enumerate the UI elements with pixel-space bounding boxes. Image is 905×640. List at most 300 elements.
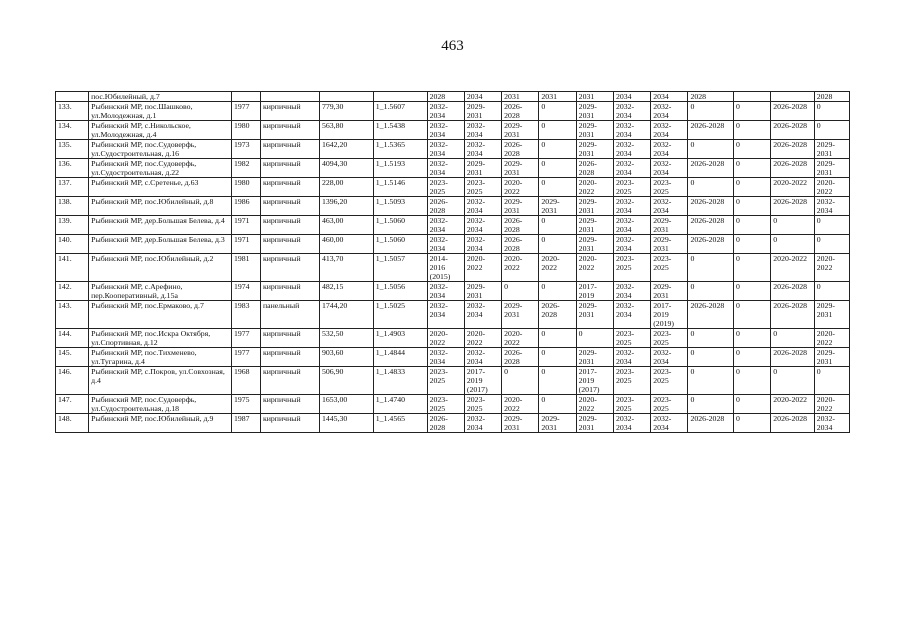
row-number-cell: 141. (56, 254, 89, 282)
row-number-cell: 134. (56, 121, 89, 140)
term-cell: 2029-2031 (576, 102, 613, 121)
term-cell: 2029-2031 (464, 282, 501, 301)
term-cell: 2020-2022 (464, 329, 501, 348)
term-cell: 2020-2022 (814, 395, 849, 414)
term-cell: 0 (539, 216, 576, 235)
continued-cell: 2034 (464, 92, 501, 102)
address-cell: Рыбинский МР, пос.Шашково, ул.Молодежная, д.1 (89, 102, 232, 121)
term-cell: 2020-2022 (576, 178, 613, 197)
address-cell: Рыбинский МР, пос.Юбилейный, д.2 (89, 254, 232, 282)
term-cell: 0 (734, 178, 771, 197)
code-cell: 1_1.4903 (373, 329, 427, 348)
term-cell: 2032-2034 (464, 414, 501, 433)
year-cell: 1977 (231, 329, 260, 348)
table-row (56, 159, 850, 178)
address-cell: Рыбинский МР, пос.Судоверфь, ул.Судостроительная, д.18 (89, 395, 232, 414)
term-cell: 2017-2019 (576, 282, 613, 301)
continued-cell: 2031 (539, 92, 576, 102)
area-cell: 1653,00 (319, 395, 373, 414)
term-cell: 0 (771, 329, 814, 348)
area-cell: 460,00 (319, 235, 373, 254)
continued-cell: 2028 (427, 92, 464, 102)
row-number-cell: 143. (56, 301, 89, 329)
code-cell: 1_1.5146 (373, 178, 427, 197)
term-cell: 2029-2031 (576, 414, 613, 433)
address-cell: Рыбинский МР, пос.Судоверфь, ул.Судостроительная, д.16 (89, 140, 232, 159)
term-cell: 2032-2034 (427, 140, 464, 159)
term-cell: 2023-2025 (613, 395, 650, 414)
term-cell: 2032-2034 (613, 414, 650, 433)
table-row (56, 367, 850, 395)
term-cell: 0 (814, 216, 849, 235)
term-cell: 2029-2031 (539, 414, 576, 433)
code-cell: 1_1.4833 (373, 367, 427, 395)
term-cell: 2017-2019 (2017) (464, 367, 501, 395)
term-cell: 2023-2025 (613, 329, 650, 348)
term-cell: 2029-2031 (814, 348, 849, 367)
continued-cell: 2028 (688, 92, 734, 102)
code-cell: 1_1.5057 (373, 254, 427, 282)
term-cell: 2032-2034 (464, 140, 501, 159)
term-cell: 2020-2022 (539, 254, 576, 282)
term-cell: 2023-2025 (651, 254, 688, 282)
term-cell: 2029-2031 (502, 301, 539, 329)
year-cell: 1975 (231, 395, 260, 414)
term-cell: 0 (734, 395, 771, 414)
address-cell: Рыбинский МР, с.Арефино, пер.Кооперативный, д.15а (89, 282, 232, 301)
row-number-cell: 135. (56, 140, 89, 159)
term-cell: 2032-2034 (814, 414, 849, 433)
page-number: 463 (441, 38, 464, 54)
term-cell: 2026-2028 (576, 159, 613, 178)
table-row (56, 301, 850, 329)
term-cell: 2032-2034 (464, 197, 501, 216)
year-cell: 1982 (231, 159, 260, 178)
term-cell: 0 (771, 367, 814, 395)
area-cell: 532,50 (319, 329, 373, 348)
term-cell: 0 (734, 254, 771, 282)
term-cell: 0 (688, 102, 734, 121)
year-cell: 1971 (231, 216, 260, 235)
term-cell: 0 (734, 235, 771, 254)
term-cell: 2026-2028 (688, 301, 734, 329)
continued-cell (771, 92, 814, 102)
table-row (56, 197, 850, 216)
term-cell: 2032-2034 (613, 282, 650, 301)
continued-cell (373, 92, 427, 102)
term-cell: 2029-2031 (502, 414, 539, 433)
term-cell: 2023-2025 (613, 367, 650, 395)
term-cell: 2032-2034 (613, 348, 650, 367)
term-cell: 2032-2034 (651, 197, 688, 216)
term-cell: 0 (539, 367, 576, 395)
material-cell: кирпичный (260, 235, 319, 254)
term-cell: 2020-2022 (771, 178, 814, 197)
row-number-cell: 148. (56, 414, 89, 433)
code-cell: 1_1.5025 (373, 301, 427, 329)
term-cell: 2029-2031 (576, 216, 613, 235)
address-cell: Рыбинский МР, дер.Большая Белева, д.3 (89, 235, 232, 254)
term-cell: 0 (734, 102, 771, 121)
term-cell: 2026-2028 (502, 235, 539, 254)
term-cell: 2026-2028 (688, 121, 734, 140)
term-cell: 2032-2034 (651, 102, 688, 121)
term-cell: 0 (734, 414, 771, 433)
continued-cell (734, 92, 771, 102)
material-cell: кирпичный (260, 282, 319, 301)
row-number-cell: 147. (56, 395, 89, 414)
term-cell: 2026-2028 (427, 414, 464, 433)
term-cell: 2026-2028 (502, 216, 539, 235)
term-cell: 0 (734, 329, 771, 348)
term-cell: 0 (688, 254, 734, 282)
term-cell: 2032-2034 (613, 159, 650, 178)
term-cell: 2032-2034 (464, 301, 501, 329)
year-cell: 1987 (231, 414, 260, 433)
term-cell: 2023-2025 (464, 178, 501, 197)
term-cell: 2032-2034 (613, 140, 650, 159)
material-cell: кирпичный (260, 329, 319, 348)
term-cell: 2032-2034 (651, 121, 688, 140)
term-cell: 2029-2031 (576, 235, 613, 254)
address-cell: Рыбинский МР, пос.Тихменево, ул.Тугарина, д.4 (89, 348, 232, 367)
term-cell: 2026-2028 (771, 159, 814, 178)
term-cell: 2023-2025 (651, 329, 688, 348)
address-cell: Рыбинский МР, пос.Юбилейный, д.9 (89, 414, 232, 433)
term-cell: 2026-2028 (688, 159, 734, 178)
term-cell: 2026-2028 (502, 102, 539, 121)
continued-cell: 2031 (576, 92, 613, 102)
term-cell: 2023-2025 (651, 178, 688, 197)
term-cell: 2032-2034 (651, 159, 688, 178)
term-cell: 0 (539, 329, 576, 348)
table-row (56, 216, 850, 235)
material-cell: кирпичный (260, 178, 319, 197)
term-cell: 2032-2034 (427, 216, 464, 235)
table-row (56, 121, 850, 140)
material-cell: кирпичный (260, 254, 319, 282)
term-cell: 0 (539, 395, 576, 414)
term-cell: 0 (539, 102, 576, 121)
code-cell: 1_1.5060 (373, 235, 427, 254)
term-cell: 2023-2025 (613, 178, 650, 197)
code-cell: 1_1.4565 (373, 414, 427, 433)
area-cell: 463,00 (319, 216, 373, 235)
address-cell: Рыбинский МР, пос.Искра Октября, ул.Спортивная, д.12 (89, 329, 232, 348)
term-cell: 2029-2031 (576, 301, 613, 329)
term-cell: 2026-2028 (688, 414, 734, 433)
term-cell: 2029-2031 (502, 121, 539, 140)
code-cell: 1_1.4740 (373, 395, 427, 414)
table-row (56, 178, 850, 197)
term-cell: 0 (734, 348, 771, 367)
table-row (56, 235, 850, 254)
material-cell: кирпичный (260, 395, 319, 414)
material-cell: кирпичный (260, 216, 319, 235)
term-cell: 0 (814, 102, 849, 121)
term-cell: 2032-2034 (427, 348, 464, 367)
term-cell: 2032-2034 (427, 121, 464, 140)
term-cell: 2032-2034 (651, 348, 688, 367)
term-cell: 0 (734, 121, 771, 140)
address-cell: Рыбинский МР, с.Сретенье, д.63 (89, 178, 232, 197)
continued-cell: 2034 (651, 92, 688, 102)
term-cell: 2020-2022 (576, 395, 613, 414)
year-cell: 1980 (231, 178, 260, 197)
term-cell: 2020-2022 (502, 329, 539, 348)
term-cell: 2026-2028 (502, 140, 539, 159)
term-cell: 2029-2031 (539, 197, 576, 216)
term-cell: 2032-2034 (427, 282, 464, 301)
code-cell: 1_1.5438 (373, 121, 427, 140)
row-number-cell (56, 92, 89, 102)
term-cell: 0 (502, 367, 539, 395)
row-number-cell: 139. (56, 216, 89, 235)
address-cell: пос.Юбилейный, д.7 (89, 92, 232, 102)
term-cell: 2020-2022 (814, 329, 849, 348)
term-cell: 2032-2034 (464, 235, 501, 254)
term-cell: 2032-2034 (427, 159, 464, 178)
material-cell: кирпичный (260, 102, 319, 121)
term-cell: 2029-2031 (464, 159, 501, 178)
term-cell: 0 (734, 197, 771, 216)
material-cell: панельный (260, 301, 319, 329)
area-cell: 482,15 (319, 282, 373, 301)
term-cell: 2029-2031 (576, 197, 613, 216)
row-number-cell: 145. (56, 348, 89, 367)
term-cell: 2029-2031 (651, 216, 688, 235)
term-cell: 2020-2022 (814, 178, 849, 197)
table-row (56, 395, 850, 414)
code-cell: 1_1.5365 (373, 140, 427, 159)
term-cell: 2020-2022 (814, 254, 849, 282)
term-cell: 0 (814, 121, 849, 140)
term-cell: 2032-2034 (613, 216, 650, 235)
continued-cell (231, 92, 260, 102)
term-cell: 0 (814, 367, 849, 395)
continued-cell (260, 92, 319, 102)
term-cell: 2026-2028 (771, 282, 814, 301)
continued-row (56, 92, 850, 102)
term-cell: 2032-2034 (464, 121, 501, 140)
address-cell: Рыбинский МР, пос.Судоверфь, ул.Судостроительная, д.22 (89, 159, 232, 178)
term-cell: 2029-2031 (576, 140, 613, 159)
term-cell: 2014-2016 (2015) (427, 254, 464, 282)
term-cell: 2029-2031 (814, 140, 849, 159)
term-cell: 2020-2022 (771, 395, 814, 414)
table-row (56, 102, 850, 121)
material-cell: кирпичный (260, 414, 319, 433)
term-cell: 2017-2019 (2017) (576, 367, 613, 395)
term-cell: 0 (539, 348, 576, 367)
area-cell: 228,00 (319, 178, 373, 197)
material-cell: кирпичный (260, 367, 319, 395)
term-cell: 0 (539, 159, 576, 178)
term-cell: 2026-2028 (771, 414, 814, 433)
code-cell: 1_1.5607 (373, 102, 427, 121)
year-cell: 1977 (231, 102, 260, 121)
term-cell: 0 (688, 395, 734, 414)
area-cell: 4094,30 (319, 159, 373, 178)
term-cell: 0 (688, 140, 734, 159)
year-cell: 1974 (231, 282, 260, 301)
term-cell: 0 (688, 282, 734, 301)
row-number-cell: 140. (56, 235, 89, 254)
area-cell: 779,30 (319, 102, 373, 121)
term-cell: 2026-2028 (771, 197, 814, 216)
term-cell: 0 (539, 178, 576, 197)
term-cell: 2020-2022 (427, 329, 464, 348)
term-cell: 2023-2025 (651, 367, 688, 395)
material-cell: кирпичный (260, 197, 319, 216)
term-cell: 0 (539, 235, 576, 254)
continued-cell (319, 92, 373, 102)
term-cell: 2020-2022 (502, 178, 539, 197)
housing-registry-table (55, 91, 850, 433)
registry-body (56, 92, 850, 433)
term-cell: 2026-2028 (688, 197, 734, 216)
term-cell: 2029-2031 (814, 301, 849, 329)
term-cell: 0 (576, 329, 613, 348)
material-cell: кирпичный (260, 348, 319, 367)
term-cell: 2032-2034 (613, 197, 650, 216)
row-number-cell: 138. (56, 197, 89, 216)
term-cell: 0 (539, 140, 576, 159)
term-cell: 0 (734, 282, 771, 301)
row-number-cell: 133. (56, 102, 89, 121)
term-cell: 2032-2034 (427, 235, 464, 254)
address-cell: Рыбинский МР, с.Никольское, ул.Молодежная, д.4 (89, 121, 232, 140)
term-cell: 0 (688, 367, 734, 395)
term-cell: 2026-2028 (427, 197, 464, 216)
term-cell: 0 (688, 178, 734, 197)
term-cell: 2032-2034 (651, 414, 688, 433)
term-cell: 2020-2022 (464, 254, 501, 282)
term-cell: 2017-2019 (2019) (651, 301, 688, 329)
term-cell: 0 (771, 216, 814, 235)
code-cell: 1_1.5093 (373, 197, 427, 216)
term-cell: 2029-2031 (502, 197, 539, 216)
continued-cell: 2031 (502, 92, 539, 102)
material-cell: кирпичный (260, 159, 319, 178)
term-cell: 0 (814, 282, 849, 301)
term-cell: 2020-2022 (576, 254, 613, 282)
term-cell: 2032-2034 (613, 102, 650, 121)
term-cell: 2026-2028 (771, 121, 814, 140)
term-cell: 2023-2025 (651, 395, 688, 414)
row-number-cell: 136. (56, 159, 89, 178)
continued-cell: 2034 (613, 92, 650, 102)
term-cell: 2029-2031 (576, 121, 613, 140)
term-cell: 2023-2025 (427, 367, 464, 395)
row-number-cell: 146. (56, 367, 89, 395)
term-cell: 2032-2034 (613, 301, 650, 329)
table-row (56, 254, 850, 282)
area-cell: 506,90 (319, 367, 373, 395)
year-cell: 1981 (231, 254, 260, 282)
term-cell: 2032-2034 (613, 121, 650, 140)
table-row (56, 329, 850, 348)
continued-cell: 2028 (814, 92, 849, 102)
term-cell: 2029-2031 (651, 235, 688, 254)
table-row (56, 414, 850, 433)
term-cell: 2032-2034 (651, 140, 688, 159)
address-cell: Рыбинский МР, дер.Большая Белева, д.4 (89, 216, 232, 235)
term-cell: 2026-2028 (688, 235, 734, 254)
address-cell: Рыбинский МР, пос.Ермаково, д.7 (89, 301, 232, 329)
term-cell: 2029-2031 (464, 102, 501, 121)
table-row (56, 348, 850, 367)
term-cell: 0 (734, 140, 771, 159)
term-cell: 2032-2034 (464, 348, 501, 367)
term-cell: 2029-2031 (502, 159, 539, 178)
term-cell: 2026-2028 (502, 348, 539, 367)
term-cell: 2026-2028 (771, 348, 814, 367)
year-cell: 1973 (231, 140, 260, 159)
year-cell: 1971 (231, 235, 260, 254)
term-cell: 2026-2028 (771, 102, 814, 121)
term-cell: 2023-2025 (427, 395, 464, 414)
code-cell: 1_1.5056 (373, 282, 427, 301)
term-cell: 0 (502, 282, 539, 301)
code-cell: 1_1.4844 (373, 348, 427, 367)
table-row (56, 140, 850, 159)
area-cell: 1642,20 (319, 140, 373, 159)
term-cell: 2023-2025 (464, 395, 501, 414)
term-cell: 0 (688, 329, 734, 348)
year-cell: 1977 (231, 348, 260, 367)
term-cell: 2029-2031 (814, 159, 849, 178)
term-cell: 0 (771, 235, 814, 254)
term-cell: 0 (539, 121, 576, 140)
term-cell: 2032-2034 (464, 216, 501, 235)
term-cell: 0 (734, 159, 771, 178)
term-cell: 0 (734, 367, 771, 395)
area-cell: 1396,20 (319, 197, 373, 216)
address-cell: Рыбинский МР, пос.Юбилейный, д.8 (89, 197, 232, 216)
code-cell: 1_1.5193 (373, 159, 427, 178)
code-cell: 1_1.5060 (373, 216, 427, 235)
area-cell: 563,80 (319, 121, 373, 140)
term-cell: 0 (734, 301, 771, 329)
term-cell: 2029-2031 (576, 348, 613, 367)
term-cell: 2032-2034 (427, 102, 464, 121)
term-cell: 2020-2022 (502, 395, 539, 414)
address-cell: Рыбинский МР, с.Покров, ул.Совхозная, д.4 (89, 367, 232, 395)
term-cell: 2032-2034 (814, 197, 849, 216)
term-cell: 2023-2025 (427, 178, 464, 197)
term-cell: 2020-2022 (502, 254, 539, 282)
term-cell: 2029-2031 (651, 282, 688, 301)
area-cell: 903,60 (319, 348, 373, 367)
term-cell: 2020-2022 (771, 254, 814, 282)
term-cell: 2026-2028 (539, 301, 576, 329)
term-cell: 2026-2028 (688, 216, 734, 235)
term-cell: 0 (734, 216, 771, 235)
term-cell: 2032-2034 (613, 235, 650, 254)
term-cell: 2032-2034 (427, 301, 464, 329)
material-cell: кирпичный (260, 140, 319, 159)
row-number-cell: 137. (56, 178, 89, 197)
material-cell: кирпичный (260, 121, 319, 140)
year-cell: 1983 (231, 301, 260, 329)
term-cell: 0 (539, 282, 576, 301)
area-cell: 1445,30 (319, 414, 373, 433)
year-cell: 1986 (231, 197, 260, 216)
row-number-cell: 144. (56, 329, 89, 348)
row-number-cell: 142. (56, 282, 89, 301)
term-cell: 2026-2028 (771, 140, 814, 159)
